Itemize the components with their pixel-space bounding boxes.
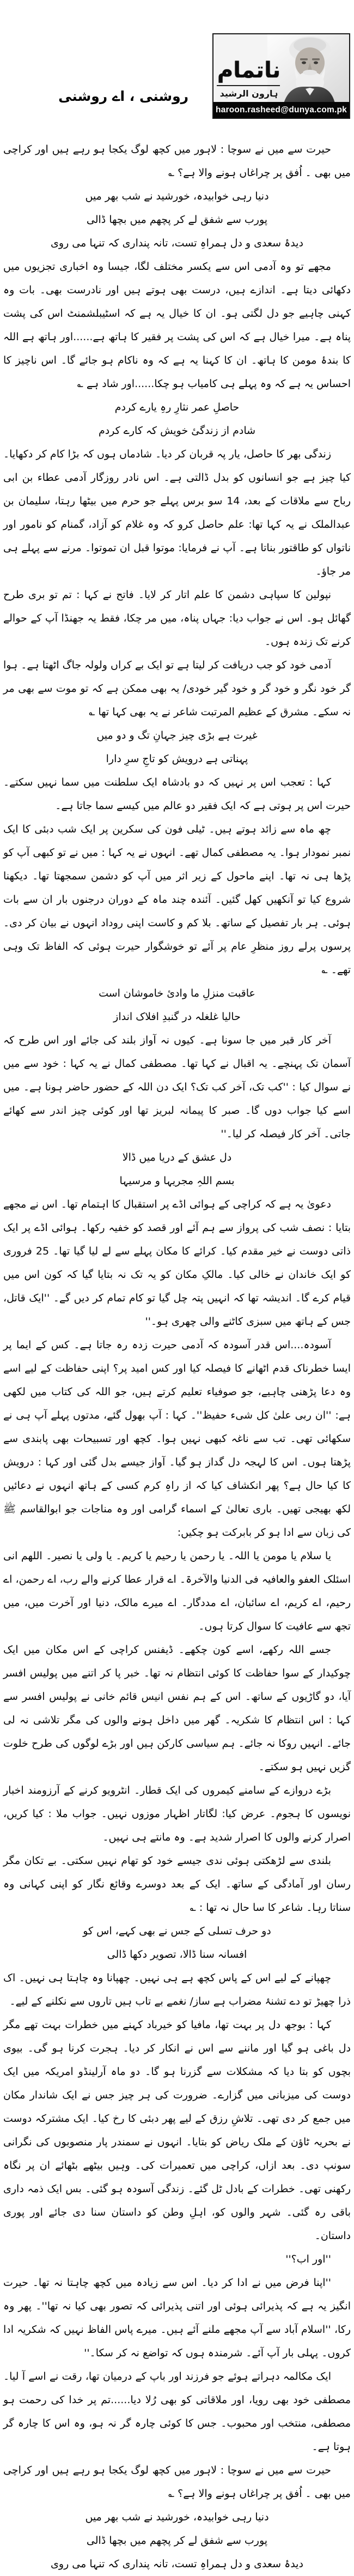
paragraph: چھ ماہ سے زائد ہوتے ہیں۔ ٹیلی فون کی سکرین پر ایک شب دبئی کا ایک نمبر نمودار ہوا۔ یہ مصطفی کمال تھے۔ انہوں نے یہ کہا : میں نے تو کبھی آپ کو پڑھا ہی نہ تھا۔ اپنے ماحول کے زیر اثر میں آپ کو دشمن سمجھتا تھا۔ دیکھنا شروع کیا تو آنکھیں کھل گئیں۔ آئندہ چند ماہ کے دوران درجنوں بار ان سے بات ہوئی۔ ہر بار تفصیل کے ساتھ۔ بلا کم و کاست اپنی روداد انہوں نے بیان کر دی۔ پرسوں پرلے روز منظرِ عام پر آئے تو خوشگوار حیرت ہوئی کہ الفاظ تک وہی تھے۔ ؎ bbox=[3, 823, 351, 976]
verse-block bbox=[3, 724, 351, 771]
verse-line: پہناتی ہے درویش کو تاجِ سرِ دارا bbox=[106, 753, 248, 765]
verse-line: دو حرف تسلی کے جس نے بھی کہے، اس کو bbox=[83, 1925, 271, 1937]
masthead bbox=[0, 0, 354, 137]
author-email: haroon.rasheed@dunya.com.pk bbox=[215, 105, 347, 114]
verse-block bbox=[3, 396, 351, 443]
verse-block bbox=[3, 1146, 351, 1193]
paragraph: حیرت سے میں نے سوچا : لاہور میں کچھ لوگ یکجا ہو رہے ہیں اور کراچی میں بھی ۔ اُفق پر چراغاں ہونے والا ہے؟ ؎ bbox=[3, 2464, 351, 2500]
verse-line: دیدۂ سعدی و دل ہمراہِ تست، تانہ پنداری کہ تنہا می روی bbox=[51, 237, 303, 249]
nameplate-divider bbox=[217, 85, 280, 86]
column-nameplate-box bbox=[212, 33, 350, 119]
verse-line: دنیا رہی خوابیدہ، خورشید نے شب بھر میں bbox=[85, 2511, 269, 2523]
verse-line: بسم اللہِ مجریہا و مرسیہا bbox=[119, 1175, 235, 1187]
paragraph: کہا : بوجھ دل پر بہت تھا، مافیا کو خیرباد کہنے میں خطرات بہت تھے مگر دل باغی ہو گیا اور ماننے سے اس نے انکار کر دیا۔ ہجرت کرنا ہو گی۔ بیوی بچوں کو بتا دیا کہ مشکلات سے گزرنا ہو گا۔ دو ماہ آرلینڈو امریکہ میں ایک دوست کی میزبانی میں گزارے۔ ضرورت کی ہر چیز جس نے ایک شاندار مکان میں جمع کر دی تھی۔ تلاشِ رزق کے لیے پھر دبئی کا رخ کیا۔ ایک مشترکہ دوست نے بحریہ ٹاؤن کے ملک ریاض کو بتایا۔ انہوں نے سمندر پار منصوبوں کی نگرانی سونپ دی۔ بعد ازاں، کراچی میں تعمیرات کی۔ وہیں بیٹھے بٹھائے ان پر نگاہ رکھنی تھی۔ خطرات کے بادل ٹل گئے۔ زندگی آسودہ ہو گئی۔ بس ایک ذمہ داری باقی رہ گئی۔ شہر والوں کو، اہلِ وطن کو داستان سنا دی جائے اور پوری داستان۔ bbox=[3, 2019, 351, 2242]
verse-line: دیدۂ سعدی و دل ہمراہِ تست، تانہ پنداری کہ تنہا می روی bbox=[51, 2558, 303, 2570]
paragraph: زندگی بھر کا حاصل، یار پہ قربان کر دیا۔ شادماں ہوں کہ بڑا کام کر دکھایا۔ کیا چیز ہے جو انسانوں کو بدل ڈالتی ہے۔ اس نادر روزگار آدمی عطاء بن ابی رباح سے ملاقات کے بعد، 14 سو برس پہلے جو حرم میں بیٹھا رہتا، سلیمان بن عبدالملک نے یہ کہا تھا: علم حاصل کرو کہ وہ غلام کو آزاد، گمنام کو نامور اور ناتواں کو طاقتور بناتا ہے۔ آپ نے فرمایا: موتوا قبل ان تموتوا۔ مرنے سے پہلے ہی مر جاؤ۔ bbox=[3, 448, 351, 577]
paragraph: ''اور اب؟'' bbox=[285, 2253, 331, 2265]
author-name: ہارون الرشید bbox=[219, 88, 278, 99]
paragraph: حیرت سے میں نے سوچا : لاہور میں کچھ لوگ یکجا ہو رہے ہیں اور کراچی میں بھی ۔ اُفق پر چراغاں ہونے والا ہے؟ ؎ bbox=[3, 143, 351, 179]
paragraph: ایک مکالمہ دہراتے ہوئے جو فرزند اور باپ کے درمیان تھا، رقت نے اسے آ لیا۔ مصطفی خود بھی رویا، اور ملاقاتی کو بھی رُلا دیا......تم پر خدا کی رحمت ہو مصطفی، منتخب اور محبوب۔ جس کا کوئی چارہ گر نہ ہو، وہ اس کا چارہ گر ہوتا ہے۔ bbox=[3, 2370, 351, 2453]
paragraph: آدمی خود کو جب دریافت کر لیتا ہے تو ایک بے کراں ولولہ جاگ اٹھتا ہے۔ ہوا گر خود نگر و خود گر و خود گیر خودی/ یہ بھی ممکن ہے کہ تو موت سے بھی مر نہ سکے۔ مشرق کے عظیم المرتبت شاعر نے یہ بھی کہا تھا ؎ bbox=[3, 659, 351, 718]
paragraph: مجھے تو وہ آدمی اس سے یکسر مختلف لگا، جیسا وہ اخباری تجزیوں میں دکھائی دیتا ہے۔ اندازے ہیں، درست بھی ہوتے ہیں اور نادرست بھی۔ بات وہ کہنی چاہیے جو دل لگتی ہو۔ ان کا خیال یہ ہے کہ اسٹیبلشمنٹ اس کی پشت پناہ ہے۔ میرا خیال ہے کہ اس کی پشت پر فقیر کا ہاتھ ہے......اور ہاتھ ہے اللہ کا بندۂ مومن کا ہاتھ۔ ان کا کہنا یہ ہے کہ وہ ناکام ہو جائے گا۔ اس ناچیز کا احساس یہ ہے کہ وہ پہلے ہی کامیاب ہو چکا......اور شاد ہے ؎ bbox=[3, 261, 351, 390]
verse-line: افسانہ سنا ڈالا، تصویر دکھا ڈالی bbox=[107, 1948, 247, 1960]
paragraph: آخر کار قبر میں جا سونا ہے۔ کیوں نہ آواز بلند کی جائے اور اس طرح کہ آسمان تک پہنچے۔ یہ اقبال نے کہا تھا۔ مصطفی کمال نے یہ کہا : خود سے میں نے سوال کیا : ''کب تک، آخر کب تک؟ ایک دن اللہ کے حضور حاضر ہونا ہے۔ میں اسے کیا جواب دوں گا۔ صبر کا پیمانہ لبریز تھا اور کوئی چیز اندر سے کھائے جاتی۔ آخر کار فیصلہ کر لیا۔'' bbox=[3, 1034, 351, 1140]
paragraph: چھپانے کے لیے اس کے پاس کچھ ہے ہی نہیں۔ چھپانا وہ چاہتا ہی نہیں۔ اک ذرا چھیڑ تو دے تشنۂ مضراب ہے ساز/ نغمے بے تاب ہیں تاروں سے نکلنے کے لیے۔ bbox=[3, 1972, 351, 2007]
author-email-bar bbox=[213, 102, 349, 118]
paragraph: ''اپنا فرض میں نے ادا کر دیا۔ اس سے زیادہ میں کچھ چاہتا نہ تھا۔ حیرت انگیز یہ ہے کہ پذیرائی ہوئی اور اتنی پذیرائی کہ تصور بھی کیا نہ تھا''۔ پھر وہ رکا، ''اسلام آباد سے آپ مجھے ملنے آئے ہیں۔ میرے پاس الفاظ نہیں کہ شکریہ ادا کروں۔ پہلی بار آپ آئے۔ شرمندہ ہوں کہ تواضع نہ کر سکا۔'' bbox=[3, 2277, 351, 2359]
paragraph: بلندی سے لڑھکتی ہوئی ندی جیسے خود کو تھام نہیں سکتی۔ بے تکان مگر رسان اور آمادگی کے ساتھ۔ ایک کے بعد دوسرے وقائع نگار کو اپنی کہانی وہ سناتا رہا۔ شاعر کا سا حال نہ تھا : ؎ bbox=[3, 1855, 351, 1914]
verse-line: حاصلِ عمر نثارِ رہِ یارے کردم bbox=[114, 401, 240, 413]
article-title: روشنی ، اے روشنی bbox=[58, 88, 188, 104]
paragraph: کہا : تعجب اس پر نہیں کہ دو بادشاہ ایک سلطنت میں سما نہیں سکتے۔ حیرت اس پر ہوتی ہے کہ ایک فقیر دو عالم میں کیسے سما جاتا ہے۔ bbox=[3, 776, 351, 812]
paragraph: جسے اللہ رکھے، اسے کون چکھے۔ ڈیفنس کراچی کے اس مکان میں ایک چوکیدار کے سوا حفاظت کا کوئی انتظام نہ تھا۔ خبر پا کر اتنے میں پولیس افسر آیا، دو گاڑیوں کے ساتھ۔ اس کے ہم نفس انیس قائم خانی نے پولیس افسر سے کہا : اس انتظام کا شکریہ۔ گھر میں داخل ہونے والوں کی مگر تلاشی نہ لی جائے۔ انہیں روکا نہ جائے۔ ہم سیاسی کارکن ہیں اور بڑے لوگوں کی طرح خلوت گزیں نہیں ہو سکتے۔ bbox=[3, 1644, 351, 1773]
verse-line: دل عشق کے دریا میں ڈالا bbox=[122, 1151, 232, 1163]
verse-line: عاقبت منزلِ ما وادیٔ خاموشان است bbox=[99, 987, 255, 999]
paragraph: دعویٰ یہ ہے کہ کراچی کے ہوائی اڈے پر استقبال کا اہتمام تھا۔ اس نے مجھے بتایا : نصف شب کی پرواز سے ہم آئے اور قصد کو خفیہ رکھا۔ ہوائی اڈے پر ایک ذاتی دوست نے خیر مقدم کیا۔ کرائے کا مکان پہلے سے لے لیا گیا تھا۔ 25 فروری کو ایک خاندان نے خالی کیا۔ مالکِ مکان کو یہ تک نہ بتایا گیا کہ کون اس میں قیام کرے گا۔ اندیشہ تھا کہ انہیں پتہ چل گیا تو کام تمام کر دیں گے۔ ''ایک قاتل، جس کے ہاتھ میں سبزی کاٹنے والی چھری ہو۔'' bbox=[3, 1198, 351, 1328]
verse-block bbox=[3, 2506, 351, 2576]
verse-line: پورب سے شفق لے کر پچھم میں بچھا ڈالی bbox=[86, 2535, 268, 2547]
column-title: ناتمام bbox=[217, 58, 281, 83]
verse-block bbox=[3, 982, 351, 1029]
paragraph: آسودہ....اس قدر آسودہ کہ آدمی حیرت زدہ رہ جاتا ہے۔ کس کے ایما پر ایسا خطرناک قدم اٹھانے کا فیصلہ کیا اور کس امید پر؟ اپنی حفاظت کے لیے اسے وہ دعا پڑھنی چاہیے، جو صوفیاء تعلیم کرتے ہیں، جو اللہ کی کتاب میں لکھی ہے: ''ان ربی علیٰ کل شیء حفیظ''۔ کہا : آپ بھول گئے، مدتوں پہلے آپ ہی نے سکھائی تھی۔ تب سے ناغہ کبھی نہیں ہوا۔ کچھ اور تسبیحات بھی پابندی سے پڑھتا ہوں۔ اس کا لہجہ دل گداز ہو گیا۔ آواز جیسے بدل گئی اور کہا : درویش کا کیا حال ہے؟ پھر انکشاف کیا کہ از راہِ کرم کسی کے ہاتھ انہوں نے دعائیں لکھ بھیجی تھیں۔ باری تعالیٰ کے اسماء گرامی اور وہ مناجات جو ابوالقاسم ﷺ کی زبان سے ادا ہو کر بابرکت ہو چکیں: bbox=[3, 1339, 351, 1539]
verse-block bbox=[3, 185, 351, 255]
verse-line: حالیا غلغلہ در گنبدِ افلاک انداز bbox=[113, 1011, 241, 1023]
verse-line: شادم از زندگیٔ خویش کہ کارے کردم bbox=[98, 425, 256, 437]
verse-block bbox=[3, 1920, 351, 1966]
paragraph: یا سلام یا مومن یا اللہ۔ یا رحمن یا رحیم یا کریم۔ یا ولی یا نصیر۔ اللھم انی اسئلک العفو والعافیہ فی الدنیا والآخرۃ۔ اے قرار عطا کرنے والے رب، اے رحمن، اے رحیم، اے کریم، اے سائبان، اے مددگار۔ اے میرے مالک، دنیا اور آخرت میں، میں تجھ سے عافیت کا سوال کرتا ہوں۔ bbox=[3, 1550, 351, 1632]
verse-line: غیرت ہے بڑی چیز جہانِ تگ و دو میں bbox=[96, 729, 258, 741]
paragraph: بڑے دروازے کے سامنے کیمروں کی ایک قطار۔ انٹرویو کرنے کے آرزومند اخبار نویسوں کا ہجوم۔ عرض کیا: لگاتار اظہار موزوں نہیں۔ جواب ملا : کیا کریں، اصرار کرنے والوں کا اصرار شدید ہے۔ وہ مانتے ہی نہیں۔ bbox=[3, 1784, 351, 1843]
verse-line: پورب سے شفق لے کر پچھم میں بچھا ڈالی bbox=[86, 214, 268, 226]
column-nameplate bbox=[217, 58, 281, 99]
article-body bbox=[0, 137, 354, 2576]
verse-line: دنیا رہی خوابیدہ، خورشید نے شب بھر میں bbox=[85, 190, 269, 202]
paragraph: نپولین کا سپاہی دشمن کا علم اتار کر لایا۔ فاتح نے کہا : تم تو بری طرح گھائل ہو۔ اس نے جواب دیا: جہاں پناہ، میں مر چکا، فقط یہ جھنڈا آپ کے حوالے کرنے تک زندہ ہوں۔ bbox=[3, 589, 351, 648]
